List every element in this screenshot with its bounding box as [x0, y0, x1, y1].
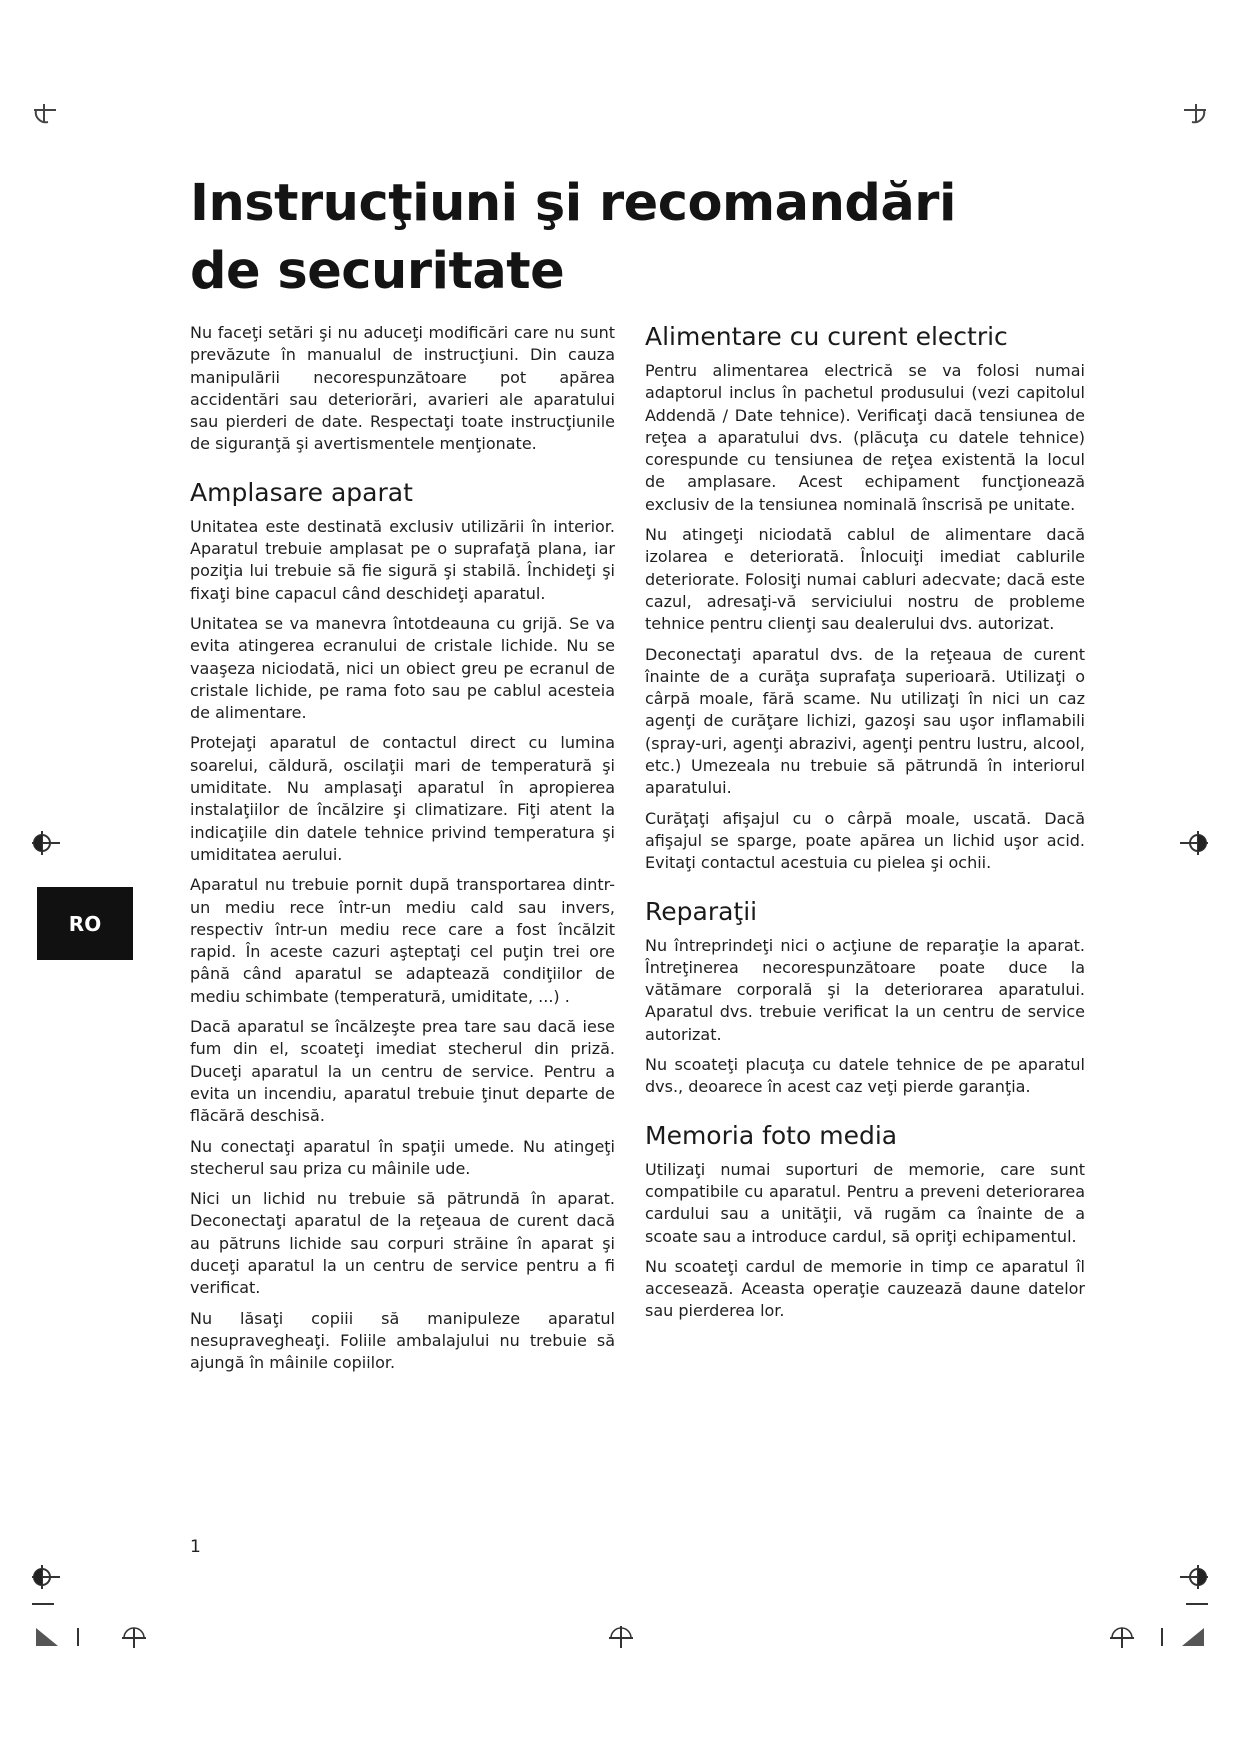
- paragraph: Unitatea este destinată exclusiv utilizării în interior. Aparatul trebuie amplasat pe o suprafaţă plana, iar poziţia lui trebuie să fie sigură şi stabilă. Închideţi şi fixaţi bine capacul când deschideţi aparatul.: [190, 516, 615, 603]
- paragraph: Nu întreprindeţi nici o acţiune de reparaţie la aparat. Întreţinerea necorespunzătoare poate duce la vătămare corporală şi la deteriorarea aparatului. Aparatul dvs. trebuie verificat la un centru de service autorizat.: [645, 935, 1085, 1044]
- section-heading-placement: Amplasare aparat: [190, 477, 413, 507]
- crop-mark-icon: [30, 100, 64, 134]
- paragraph: Nu scoateţi cardul de memorie in timp ce aparatul îl accesează. Aceasta operaţie cauzează daune datelor sau pierderea lor.: [645, 1256, 1085, 1321]
- paragraph: Protejaţi aparatul de contactul direct cu lumina soarelui, căldură, oscilaţii mari de temperatură şi umiditate. Nu amplasaţi aparatul în apropierea instalaţiilor de încălzire şi climatizare. Fiţi atent la indicaţiile din datele tehnice privind temperatura şi umiditatea aerului.: [190, 733, 615, 864]
- paragraph: Nu lăsaţi copiii să manipuleze aparatul nesupravegheaţi. Foliile ambalajului nu trebuie să ajungă în mâinile copiilor.: [190, 1308, 615, 1373]
- paragraph: Deconectaţi aparatul dvs. de la reţeaua de curent înainte de a curăţa suprafaţa superioară. Utilizaţi o cârpă moale, fără scame. Nu utilizaţi în nici un caz agenţi de curăţare lichizi, gazoşi sau uşor inflamabili (spray-uri, agenţi abrazivi, agenţi pentru lustru, alcool, etc.) Umezeala nu trebuie să pătrundă în interiorul aparatului.: [645, 644, 1085, 798]
- paragraph: Pentru alimentarea electrică se va folosi numai adaptorul inclus în pachetul produsului (vezi capitolul Addendă / Date tehnice). Verificaţi dacă tensiunea de reţea a aparatului dvs. (plăcuţa cu datele tehnice) corespunde cu tensiunea de reţea existentă la locul de amplasare. Acest echipament funcţionează exclusiv de la tensiunea nominală înscrisă pe unitate.: [645, 361, 1085, 514]
- right-column: [645, 322, 1085, 1331]
- paragraph: Nici un lichid nu trebuie să pătrundă în aparat. Deconectaţi aparatul de la reţeaua de curent dacă au pătruns lichide sau corpuri străine în aparat şi duceţi aparatul la un centru de service pentru a fi verificat.: [190, 1189, 615, 1298]
- registration-mark-icon: [606, 1622, 636, 1648]
- paragraph: Utilizaţi numai suporturi de memorie, care sunt compatibile cu aparatul. Pentru a preveni deteriorarea cardului sau a unităţii, vă rugăm ca înainte de a scoate sau a introduce cardul, să opriţi echipamentul.: [645, 1159, 1085, 1246]
- registration-mark-icon: [1176, 826, 1210, 860]
- registration-mark-icon: [30, 1560, 64, 1610]
- paragraph: Aparatul nu trebuie pornit după transportarea dintr-un mediu rece într-un mediu cald sau invers, respectiv într-un mediu rece care a fost încălzit rapid. În aceste cazuri aşteptaţi cel puţin trei ore până când aparatul se adaptează condiţiilor de mediu schimbate (temperatură, umiditate, ...) .: [190, 875, 615, 1006]
- paragraph: Curăţaţi afişajul cu o cârpă moale, uscată. Dacă afişajul se sparge, poate apărea un lichid uşor acid. Evitaţi contactul acestuia cu pielea şi ochii.: [645, 808, 1085, 873]
- paragraph: Unitatea se va manevra întotdeauna cu grijă. Se va evita atingerea ecranului de cristale lichide. Nu se vaaşeza niciodată, nici un obiect greu pe ecranul de cristale lichide, pe rama foto sau pe cablul acesteia de alimentare.: [190, 613, 615, 723]
- color-bar-icon: [34, 1622, 164, 1648]
- page-number: 1: [190, 1537, 201, 1557]
- paragraph: Nu conectaţi aparatul în spaţii umede. Nu atingeţi stecherul sau priza cu mâinile ude.: [190, 1136, 615, 1178]
- color-bar-icon: [1106, 1622, 1206, 1648]
- left-column: [190, 322, 615, 1382]
- paragraph: Nu scoateţi placuţa cu datele tehnice de pe aparatul dvs., deoarece în acest caz veţi pierde garanţia.: [645, 1055, 1085, 1097]
- section-heading-memory: Memoria foto media: [645, 1120, 898, 1150]
- registration-mark-icon: [1176, 1560, 1210, 1610]
- paragraph: Nu atingeţi niciodată cablul de alimentare dacă izolarea e deteriorată. Înlocuiţi imediat cablurile deteriorate. Folosiţi numai cabluri adecvate; dacă este cazul, adresaţi-vă serviciului nostru de probleme tehnice pentru clienţi sau dealerului dvs. autorizat.: [645, 525, 1085, 634]
- crop-mark-icon: [1176, 100, 1210, 134]
- page-title: Instrucţiuni şi recomandări de securitate: [190, 174, 956, 301]
- section-heading-power: Alimentare cu curent electric: [645, 322, 1008, 351]
- language-tab: RO: [37, 887, 133, 960]
- registration-mark-icon: [30, 826, 64, 860]
- intro-paragraph: Nu faceţi setări şi nu aduceţi modificări care nu sunt prevăzute în manualul de instrucţiuni. Din cauza manipulării necorespunzătoare pot apărea accidentări sau deteriorări, avarieri ale aparatului sau pierderi de date. Respectaţi toate instrucţiunile de siguranţă şi avertismentele menţionate.: [190, 323, 615, 454]
- paragraph: Dacă aparatul se încălzeşte prea tare sau dacă iese fum din el, scoateţi imediat stecherul din priză. Duceţi aparatul la un centru de service. Pentru a evita un incendiu, aparatul trebuie ţinut departe de flăcără deschisă.: [190, 1017, 615, 1126]
- section-heading-repairs: Reparaţii: [645, 896, 758, 926]
